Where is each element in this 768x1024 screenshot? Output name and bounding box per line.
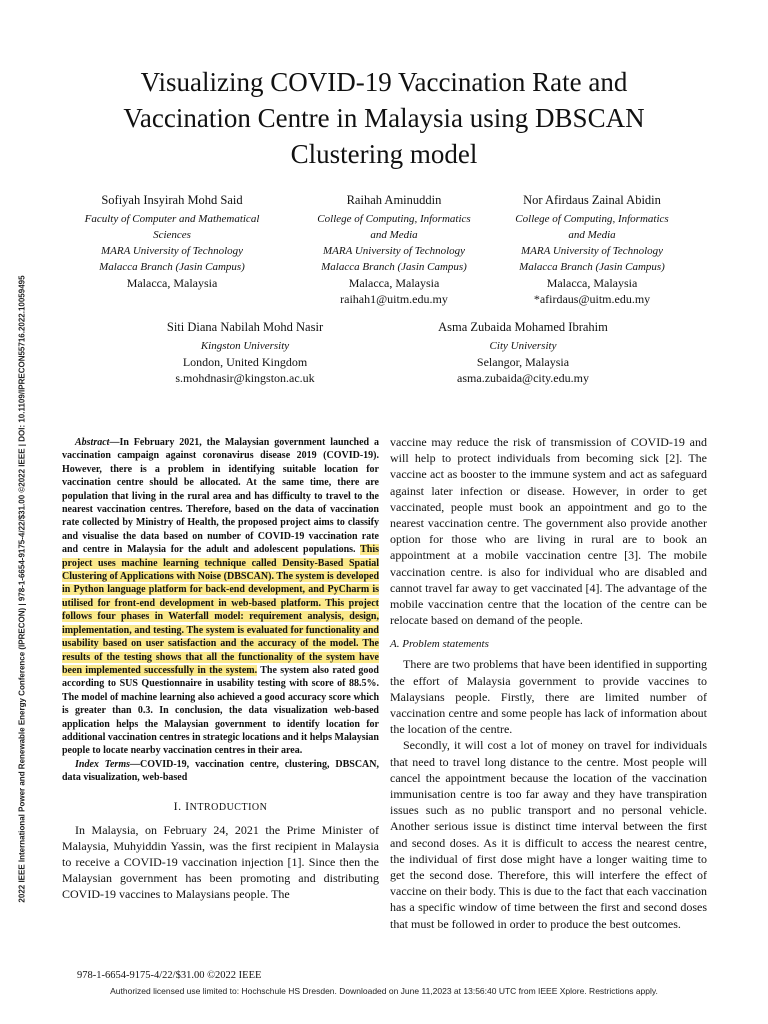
left-column [62, 436, 379, 903]
author-email[interactable]: *afirdaus@uitm.edu.my [533, 292, 651, 306]
continued-paragraph: vaccine may reduce the risk of transmission of COVID-19 and will help to protect individuals from becoming sick [2]. The vaccine act as booster to the immune system and act as safeguard against later infection or disease. However, in order to get vaccinated, people must book an appointment and go to the nearest vaccination centre. The government also provide another option for those who are living in rural are to book an appointment at a mobile vaccination centre [3]. The mobile vaccination centre. is also for individual who are disabled and cannot travel far away to get vaccinated [4]. The advantage of the mobile vaccination centre that the location of the centre can be relocate based on demand of the people. [390, 435, 707, 628]
index-terms-dash: — [130, 758, 140, 770]
conference-sidebar [16, 234, 28, 944]
author-affiliation: and Media [370, 229, 418, 241]
problem-paragraph-2: Secondly, it will cost a lot of money on travel for individuals that need to travel long distance to the centre. Most people will cancel the appointment because the location of the vaccination immunisation centre is too far away and they have transpiration issues such as no public transport and no personal vehicle. Another serious issue is distinct time interval between the first and second doses. As it is difficult to access the nearest centre, the individual of first dose might have a longer waiting time to get the second dose. Therefore, this will interfere the effect of vaccine on their body. This is due to the fact that each vaccination has a specific window of time between the first and second doses that must be followed in order to produce the best outcomes. [390, 738, 707, 931]
author-affiliation: Sciences [153, 229, 191, 241]
author-affiliation: MARA University of Technology [322, 245, 466, 257]
abstract-text: In February 2021, the Malaysian government launched a vaccination campaign against coronavirus disease 2019 (COVID-19). However, there is a problem in identifying suitable location for vaccination centre should be allocated. At the same time, there are population that living in the rural area and has difficulty to travel to the nearest vaccination centres. Therefore, based on the data of vaccination rate collected by Ministry of Health, the proposed project aims to classify and visualise the data based on number of COVID-19 vaccination rate and centre in Malaysia for the adult and adolescent populations. [62, 437, 379, 556]
abstract-label: Abstract [75, 437, 110, 448]
title-line-1: Visualizing COVID-19 Vaccination Rate and [140, 67, 628, 97]
section-initial: I [185, 798, 190, 813]
section-heading-introduction [62, 799, 379, 814]
author-location: Malacca, Malaysia [348, 276, 440, 290]
author-affiliation: Malacca Branch (Jasin Campus) [321, 261, 467, 273]
abstract [62, 436, 379, 758]
author-block-3 [492, 192, 692, 307]
author-affiliation: Malacca Branch (Jasin Campus) [519, 261, 665, 273]
author-affiliation: MARA University of Technology [100, 245, 244, 257]
author-block-4 [135, 319, 355, 386]
author-name: Asma Zubaida Mohamed Ibrahim [438, 320, 608, 334]
paper-title [40, 64, 728, 172]
author-affiliation: College of Computing, Informatics [317, 213, 471, 225]
author-location: Malacca, Malaysia [126, 276, 218, 290]
author-name: Siti Diana Nabilah Mohd Nasir [166, 320, 324, 334]
author-affiliation: and Media [568, 229, 616, 241]
conference-doi-text: 2022 IEEE International Power and Renewable Energy Conference (IPRECON) | 978-1-6654-9175-4/22/$31.00 ©2022 IEEE | DOI: 10.1109/IPRECON55716.2022.10059495 [17, 275, 27, 903]
introduction-paragraph: In Malaysia, on February 24, 2021 the Prime Minister of Malaysia, Muhyiddin Yassin, was the first recipient in Malaysia to receive a COVID-19 vaccination injection [1]. Since then the Malaysian government has been promoting and distributing COVID-19 vaccines to Malaysians people. The [62, 822, 379, 902]
author-name: Nor Afirdaus Zainal Abidin [523, 193, 661, 207]
section-number: I. [173, 798, 186, 813]
author-affiliation: College of Computing, Informatics [515, 213, 669, 225]
author-location: London, United Kingdom [182, 355, 308, 369]
author-affiliation: Faculty of Computer and Mathematical [84, 213, 260, 225]
author-name: Sofiyah Insyirah Mohd Said [101, 193, 243, 207]
index-terms-text: COVID-19, vaccination centre, clustering, DBSCAN, data visualization, web-based [62, 758, 379, 784]
section-title-rest: NTRODUCTION [189, 801, 268, 813]
author-name: Raihah Aminuddin [346, 193, 442, 207]
author-block-2 [294, 192, 494, 307]
problem-paragraph-1: There are two problems that have been identified in supporting the effort of Malaysia government to provide vaccines to Malaysians people. Firstly, there are limited number of vaccination centre and some people has lack of information about the location of the centre. [390, 657, 707, 737]
footer-authorized-use: Authorized licensed use limited to: Hochschule HS Dresden. Downloaded on June 11,2023 at 13:56:40 UTC from IEEE Xplore. Restrictions apply. [110, 986, 658, 996]
subsection-heading: A. Problem statements [390, 638, 489, 651]
abstract-dash: — [109, 437, 120, 448]
author-location: Malacca, Malaysia [546, 276, 638, 290]
title-line-2: Vaccination Centre in Malaysia using DBSCAN [123, 103, 645, 133]
author-block-5 [408, 319, 638, 386]
author-email[interactable]: asma.zubaida@city.edu.my [457, 371, 589, 385]
author-email[interactable]: raihah1@uitm.edu.my [340, 292, 448, 306]
author-block-1 [62, 192, 282, 291]
author-email[interactable]: s.mohdnasir@kingston.ac.uk [175, 371, 315, 385]
author-affiliation: City University [489, 340, 557, 352]
abstract-text-2: The system also rated good according to SUS Questionnaire in usability testing with score of 88.5%. The model of machine learning also achieved a good accuracy score which is greater than 0.3. In conclusion, the data visualization web-based application helps the Malaysian government to identify location for additional vaccination centres in strategic locations and it helps Malaysian people to locate nearby vaccination centres in their area. [62, 664, 379, 757]
footer-isbn: 978-1-6654-9175-4/22/$31.00 ©2022 IEEE [77, 970, 262, 981]
author-location: Selangor, Malaysia [476, 355, 570, 369]
right-column [390, 434, 707, 932]
index-terms-label: Index Terms [75, 758, 130, 770]
index-terms [62, 758, 379, 785]
author-affiliation: Malacca Branch (Jasin Campus) [99, 261, 245, 273]
abstract-highlight: This project uses machine learning technique called Density-Based Spatial Clustering of Applications with Noise (DBSCAN). The system is developed in Python language platform for back-end development, and PyCharm is utilised for front-end development in web-based platform. This project follows four phases in Waterfall model: requirement analysis, design, implementation, and testing. The system is evaluated for functionality and usability based on user satisfaction and the accuracy of the model. The results of the testing shows that all the functionality of the system have been implemented successfully in the system. [62, 544, 379, 676]
author-affiliation: MARA University of Technology [520, 245, 664, 257]
author-affiliation: Kingston University [200, 340, 290, 352]
title-line-3: Clustering model [290, 139, 478, 169]
